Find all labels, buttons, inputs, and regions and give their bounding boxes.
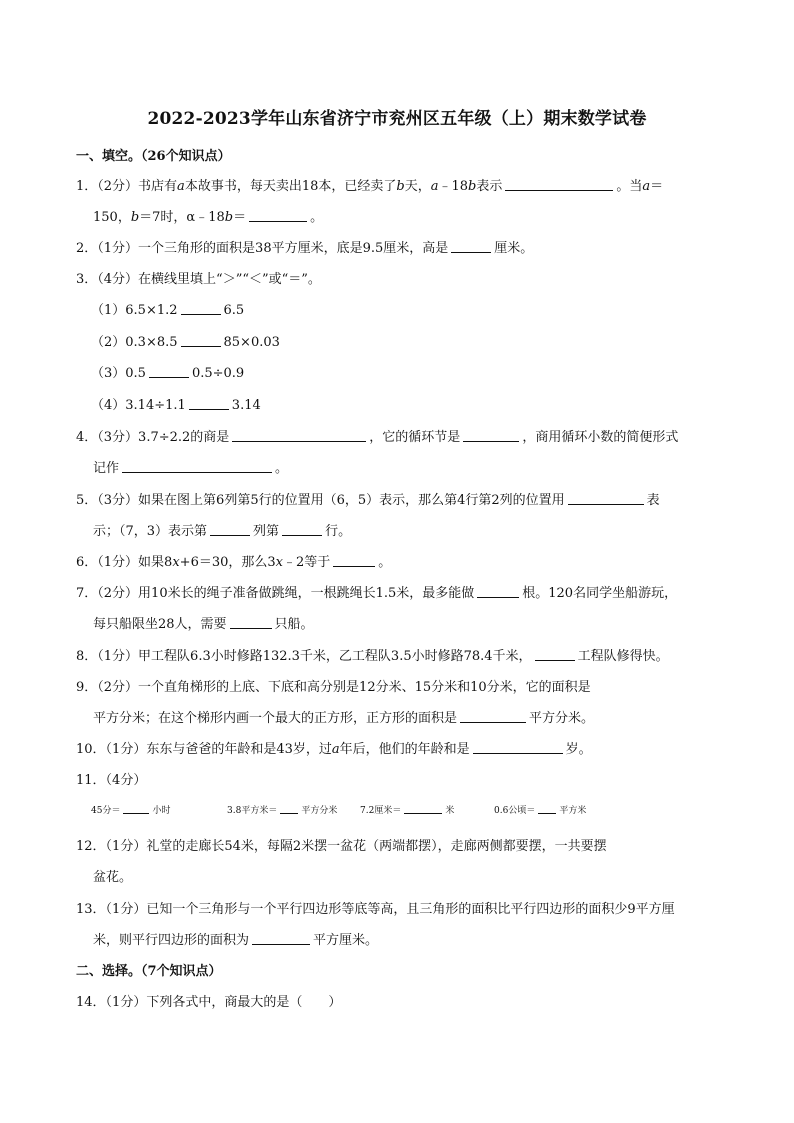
question-11-conversion-2: 3.8平方米＝ 平方分米 xyxy=(227,806,338,816)
answer-blank[interactable] xyxy=(232,430,366,442)
question-10: 10．（1分）东东与爸爸的年龄和是43岁，过a年后，他们的年龄和是 岁。 xyxy=(76,742,592,757)
answer-blank[interactable] xyxy=(122,461,272,473)
question-11-conversion-4: 0.6公顷＝ 平方米 xyxy=(494,806,587,816)
question-8: 8．（1分）甲工程队6.3小时修路132.3千米，乙工程队3.5小时修路78.4千米， 工程队修得快。 xyxy=(76,649,669,664)
question-11-conversion-3: 7.2厘米＝ 米 xyxy=(360,806,455,816)
question-9-line-2: 平方分米；在这个梯形内画一个最大的正方形，正方形的面积是 平方分米。 xyxy=(93,711,595,726)
answer-blank[interactable] xyxy=(249,210,307,222)
section-heading-choice: 二、选择。（7个知识点） xyxy=(76,964,222,979)
question-7-line-2: 每只船限坐28人，需要 只船。 xyxy=(93,617,314,632)
answer-blank[interactable] xyxy=(230,617,272,629)
question-13-line-2: 米，则平行四边形的面积为 平方厘米。 xyxy=(93,933,379,948)
answer-blank[interactable] xyxy=(149,366,189,378)
answer-blank[interactable] xyxy=(280,805,298,814)
question-14: 14．（1分）下列各式中，商最大的是（ ） xyxy=(76,995,342,1010)
question-1-line-1: 1．（2分）书店有a本故事书，每天卖出18本，已经卖了b天，a﹣18b表示 。当a＝ xyxy=(76,179,664,194)
question-12-line-1: 12．（1分）礼堂的走廊长54米，每隔2米摆一盆花（两端都摆），走廊两侧都要摆，一共要摆 xyxy=(76,839,607,854)
question-12-line-2: 盆花。 xyxy=(93,870,133,885)
answer-blank[interactable] xyxy=(123,805,149,814)
question-7-line-1: 7．（2分）用10米长的绳子准备做跳绳，一根跳绳长1.5米，最多能做 根。120名同学坐船游玩， xyxy=(76,586,678,601)
question-2: 2．（1分）一个三角形的面积是38平方厘米，底是9.5厘米，高是 厘米。 xyxy=(76,241,534,256)
question-11-conversion-1: 45分＝ 小时 xyxy=(91,806,171,816)
question-4-line-2: 记作 。 xyxy=(93,461,289,476)
answer-blank[interactable] xyxy=(252,933,310,945)
answer-blank[interactable] xyxy=(210,524,250,536)
question-3-item-2: （2）0.3×8.5 85×0.03 xyxy=(91,335,280,350)
section-heading-fill-in: 一、填空。（26个知识点） xyxy=(76,149,231,164)
answer-blank[interactable] xyxy=(535,649,575,661)
answer-blank[interactable] xyxy=(463,430,519,442)
answer-blank[interactable] xyxy=(473,742,563,754)
question-1-line-2: 150，b＝7时，α﹣18b＝ 。 xyxy=(93,210,324,225)
answer-blank[interactable] xyxy=(460,711,526,723)
question-3-item-3: （3）0.5 0.5÷0.9 xyxy=(91,366,245,381)
answer-blank[interactable] xyxy=(189,398,229,410)
question-9-line-1: 9．（2分）一个直角梯形的上底、下底和高分别是12分米、15分米和10分米，它的面积是 xyxy=(76,680,591,695)
question-11: 11．（4分） xyxy=(76,773,147,788)
answer-blank[interactable] xyxy=(181,335,221,347)
question-5-line-1: 5．（3分）如果在图上第6列第5行的位置用（6，5）表示，那么第4行第2列的位置用 表 xyxy=(76,493,660,508)
question-3-item-4: （4）3.14÷1.1 3.14 xyxy=(91,398,261,413)
answer-blank[interactable] xyxy=(568,493,644,505)
answer-blank[interactable] xyxy=(181,303,221,315)
question-13-line-1: 13．（1分）已知一个三角形与一个平行四边形等底等高，且三角形的面积比平行四边形的面积少9平方厘 xyxy=(76,902,675,917)
answer-blank[interactable] xyxy=(282,524,322,536)
question-5-line-2: 示；（7，3）表示第 列第 行。 xyxy=(93,524,352,539)
question-3-item-1: （1）6.5×1.2 6.5 xyxy=(91,303,245,318)
answer-blank[interactable] xyxy=(505,179,613,191)
answer-blank[interactable] xyxy=(538,805,556,814)
page-title: 2022-2023学年山东省济宁市兖州区五年级（上）期末数学试卷 xyxy=(147,109,647,129)
question-3: 3．（4分）在横线里填上“＞”“＜”或“＝”。 xyxy=(76,272,321,287)
answer-blank[interactable] xyxy=(477,586,519,598)
answer-blank[interactable] xyxy=(333,555,375,567)
question-4-line-1: 4．（3分）3.7÷2.2的商是 ，它的循环节是 ，商用循环小数的简便形式 xyxy=(76,430,679,445)
answer-blank[interactable] xyxy=(451,241,491,253)
answer-blank[interactable] xyxy=(404,805,442,814)
question-6: 6．（1分）如果8x+6＝30，那么3x﹣2等于 。 xyxy=(76,555,392,570)
